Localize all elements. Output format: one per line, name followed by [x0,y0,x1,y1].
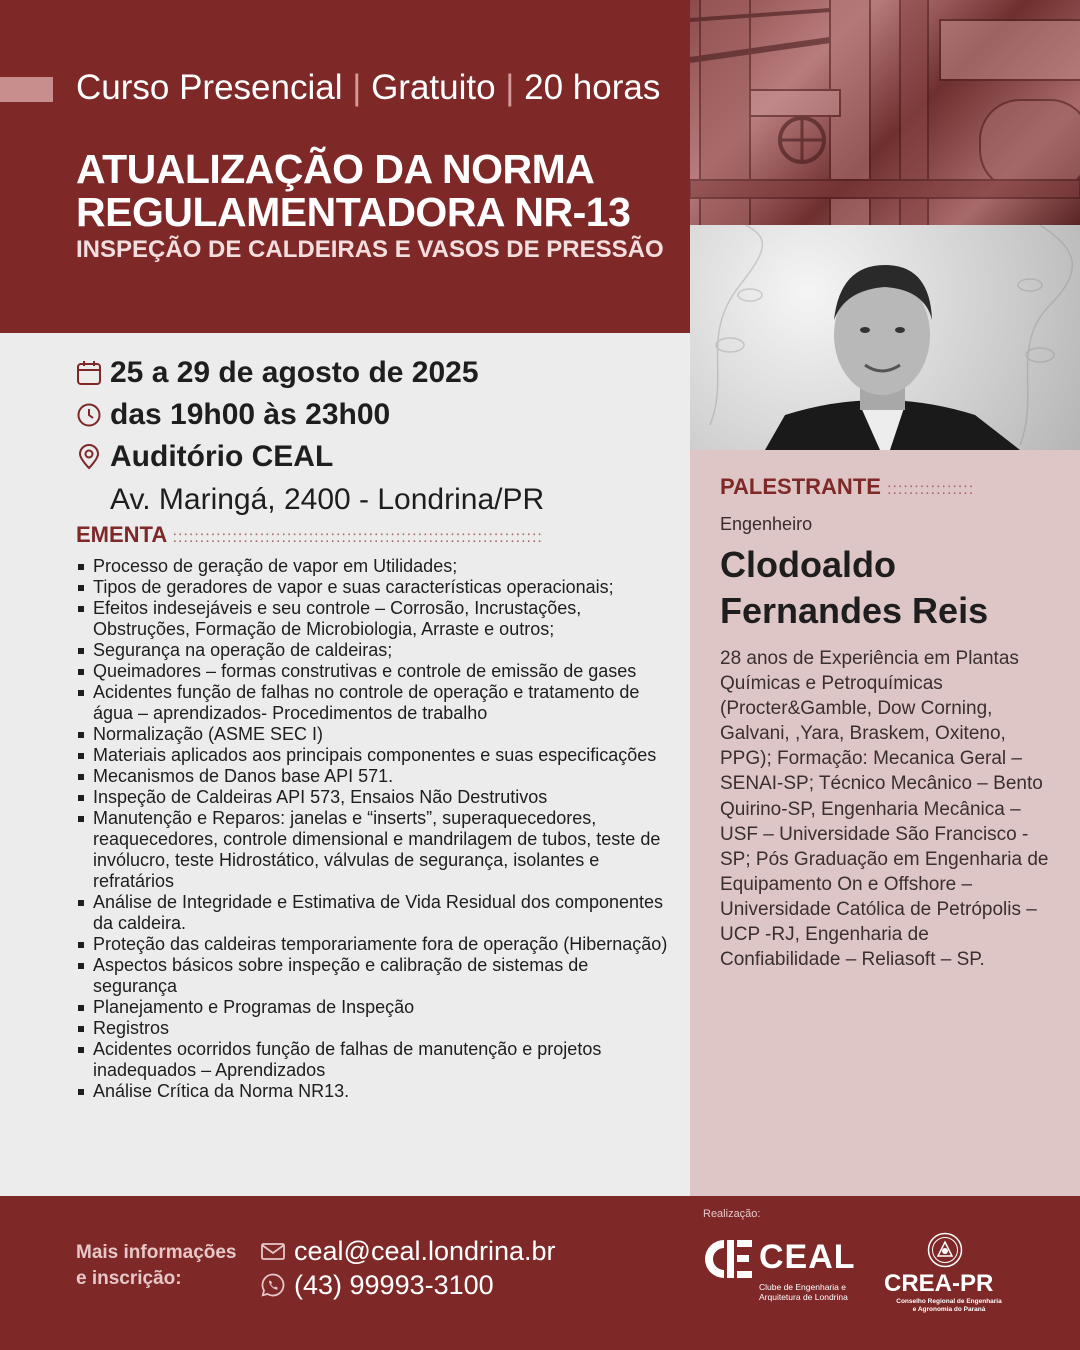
email-contact[interactable] [260,1234,556,1268]
event-venue [76,436,544,478]
page-title [76,148,630,234]
ementa-list [76,556,676,1102]
contact-info [260,1234,556,1302]
list-item: Proteção das caldeiras temporariamente fora de operação (Hibernação) [76,934,676,955]
ceal-subtitle-line: Clube de Engenharia e [759,1282,846,1292]
footer [0,1196,1080,1350]
event-venue-text: Auditório CEAL [110,440,334,473]
ceal-mark-icon [702,1236,754,1282]
more-info-line: e inscrição: [76,1268,182,1289]
speaker-heading-label: PALESTRANTE [720,474,881,499]
list-item: Efeitos indesejáveis e seu controle – Corrosão, Incrustações, Obstruções, Formação de Microbiologia, Arraste e outros; [76,598,676,640]
mail-icon [260,1238,286,1264]
list-item: Manutenção e Reparos: janelas e “inserts”, superaquecedores, reaquecedores, controle dimensional e mandrilagem de tubos, teste de invólucro, teste Hidrostático, válvulas de segurança, isolantes e refratários [76,808,676,892]
list-item: Tipos de geradores de vapor e suas características operacionais; [76,577,676,598]
crea-subtitle-line: Conselho Regional de Engenharia [896,1298,1002,1305]
course-info [76,68,660,108]
location-pin-icon [76,444,102,470]
crea-logo [880,1230,1010,1320]
list-item: Queimadores – formas construtivas e controle de emissão de gases [76,661,676,682]
dotted-divider: :::::::::::::::: [887,481,975,498]
more-info-label [76,1240,256,1292]
course-price: Gratuito [371,68,496,107]
list-item: Análise de Integridade e Estimativa de Vida Residual dos componentes da caldeira. [76,892,676,934]
event-time-text: das 19h00 às 23h00 [110,398,391,431]
list-item: Mecanismos de Danos base API 571. [76,766,676,787]
list-item: Materiais aplicados aos principais componentes e suas especificações [76,745,676,766]
dotted-divider: :::::::::::::::::::::::::::::::::::::::::::::::::::::::::::::::::::: [172,529,543,546]
calendar-icon [76,360,102,386]
whatsapp-icon [260,1272,286,1298]
course-modality: Curso Presencial [76,68,343,107]
realizacao-label: Realização: [703,1208,761,1220]
speaker-heading [720,474,974,500]
event-date-text: 25 a 29 de agosto de 2025 [110,356,479,389]
list-item: Análise Crítica da Norma NR13. [76,1081,676,1102]
list-item: Segurança na operação de caldeiras; [76,640,676,661]
header-banner [0,0,690,333]
speaker-bio: 28 anos de Experiência em Plantas Químicas e Petroquímicas (Procter&Gamble, Dow Corning, Galvani, ,Yara, Braskem, Oxiteno, PPG); Formação: Mecanica Geral – SENAI-SP; Técnico Mecânico – Bento Quirino-SP, Engenharia Mecânica – USF – Universidade São Francisco -SP; Pós Graduação em Engenharia de Equipamento On e Offshore – Universidade Católica de Petrópolis – UCP -RJ, Engenharia de Confiabilidade – Reliasoft – SP. [720,648,1049,971]
speaker-role: Engenheiro [720,514,813,534]
crea-seal-icon [927,1232,963,1268]
speaker-name-line: Fernandes Reis [720,590,989,631]
list-item: Aspectos básicos sobre inspeção e calibração de sistemas de segurança [76,955,676,997]
list-item: Acidentes função de falhas no controle de operação e tratamento de água – aprendizados- Procedimentos de trabalho [76,682,676,724]
phone-contact[interactable] [260,1268,556,1302]
separator: | [505,68,515,107]
ementa-heading [76,522,543,548]
ceal-name: CEAL [759,1238,856,1276]
accent-bar [0,77,53,102]
title-line: ATUALIZAÇÃO DA NORMA [76,146,595,192]
ceal-subtitle [759,1282,859,1302]
phone-link[interactable]: (43) 99993-3100 [294,1270,494,1300]
speaker-name [720,542,1060,634]
list-item: Planejamento e Programas de Inspeção [76,997,676,1018]
event-date [76,352,544,394]
course-duration: 20 horas [524,68,661,107]
list-item: Processo de geração de vapor em Utilidades; [76,556,676,577]
list-item: Normalização (ASME SEC I) [76,724,676,745]
ceal-subtitle-line: Arquitetura de Londrina [759,1292,848,1302]
list-item: Inspeção de Caldeiras API 573, Ensaios Não Destrutivos [76,787,676,808]
event-address: Av. Maringá, 2400 - Londrina/PR [110,483,545,516]
crea-name: CREA-PR [884,1270,994,1297]
crea-subtitle [894,1298,1004,1314]
page-subtitle: INSPEÇÃO DE CALDEIRAS E VASOS DE PRESSÃO [76,236,664,263]
speaker-name-line: Clodoaldo [720,544,896,585]
industrial-pipes-image [690,0,1080,225]
list-item: Registros [76,1018,676,1039]
title-line: REGULAMENTADORA NR-13 [76,189,631,235]
crea-subtitle-line: e Agronomia do Paraná [912,1306,986,1313]
speaker-panel [690,450,1080,1196]
ementa-heading-label: EMENTA [76,522,167,547]
separator: | [352,68,362,107]
speaker-photo [690,225,1080,450]
list-item: Acidentes ocorridos função de falhas de manutenção e projetos inadequados – Aprendizados [76,1039,676,1081]
email-link[interactable]: ceal@ceal.londrina.br [294,1236,556,1266]
clock-icon [76,402,102,428]
more-info-line: Mais informações [76,1242,237,1263]
ceal-logo [702,1236,856,1306]
event-time [76,394,544,436]
event-info [76,352,544,522]
